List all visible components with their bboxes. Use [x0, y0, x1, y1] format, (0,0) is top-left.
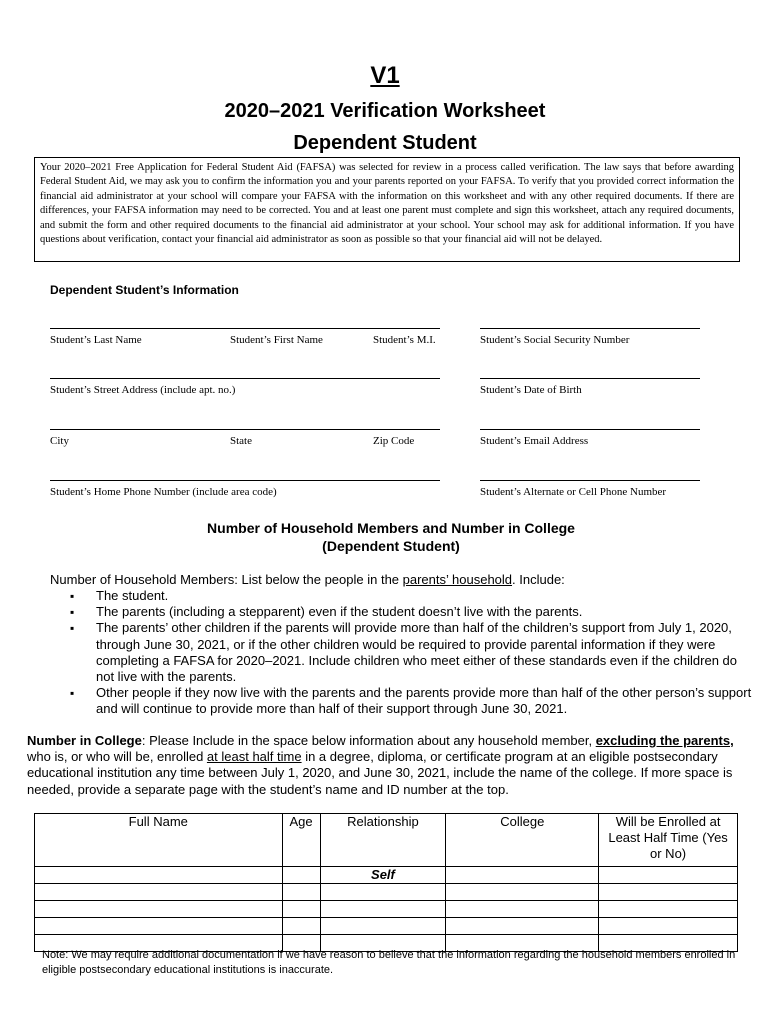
student-info-heading: Dependent Student’s Information: [50, 283, 239, 297]
home-phone-line[interactable]: [50, 480, 440, 481]
mi-label: Student’s M.I.: [373, 334, 436, 346]
cell-enrolled[interactable]: [599, 884, 738, 901]
table-row: [35, 884, 738, 901]
city-state-zip-line[interactable]: [50, 429, 440, 430]
cell-college[interactable]: [446, 884, 599, 901]
col-header-age: Age: [282, 814, 320, 867]
page-subtitle: Dependent Student: [293, 132, 477, 154]
table-row: [35, 918, 738, 935]
last-name-label: Student’s Last Name: [50, 334, 142, 346]
college-table: [34, 813, 738, 952]
cell-full-name[interactable]: [35, 884, 283, 901]
ssn-label: Student’s Social Security Number: [480, 334, 630, 346]
college-paragraph: Number in College: Please Include in the space below information about any household member, excluding the parents, who is, or who will be, enrolled at least half time in a degree, diploma, or certificate program at an eligible postsecondary educational institution any time between July 1, 2020, and June 30, 2021, include the name of the college. If more space is needed, provide a separate page with the student’s name and ID number at the top.: [27, 733, 734, 797]
alt-phone-line[interactable]: [480, 480, 700, 481]
cell-age[interactable]: [282, 867, 320, 884]
ssn-line[interactable]: [480, 328, 700, 329]
table-row: [35, 901, 738, 918]
cell-relationship[interactable]: [320, 918, 446, 935]
excluding-parents-text: excluding the parents,: [595, 733, 734, 748]
page-title: 2020–2021 Verification Worksheet: [224, 100, 546, 122]
email-label: Student’s Email Address: [480, 435, 589, 447]
cell-enrolled[interactable]: [599, 867, 738, 884]
col-header-college: College: [446, 814, 599, 867]
cell-relationship[interactable]: [320, 901, 446, 918]
address-line[interactable]: [50, 378, 440, 379]
email-line[interactable]: [480, 429, 700, 430]
table-row: [35, 867, 738, 884]
half-time-text: at least half time: [206, 749, 302, 765]
list-item: ▪ Other people if they now live with the parents and the parents provide more than half of the other person’s support and will continue to provide more than half of their support through June 30, 2021.: [50, 685, 755, 717]
parents-household-link: parents’ household: [402, 572, 513, 587]
alt-phone-label: Student’s Alternate or Cell Phone Number: [480, 486, 667, 498]
number-in-college-label: Number in College: [27, 733, 142, 748]
intro-box: Your 2020–2021 Free Application for Federal Student Aid (FAFSA) was selected for review in a process called verification. The law says that before awarding Federal Student Aid, we may ask you to confirm the information you and your parents reported on your FAFSA. To verify that you provided correct information the financial aid administrator at your school will compare your FAFSA with the information on this worksheet and with any other required documents. If there are differences, your FAFSA information may need to be corrected. You and at least one parent must complete and sign this worksheet, attach any required documents, and submit the form and other required documents to the financial aid administrator at your school. Your school may ask for additional information. If you have questions about verification, contact your financial aid administrator as soon as possible so that your financial aid will not be delayed.: [34, 157, 740, 262]
zip-label: Zip Code: [373, 435, 415, 447]
dob-label: Student’s Date of Birth: [480, 384, 582, 396]
state-label: State: [230, 435, 252, 447]
city-label: City: [50, 435, 69, 447]
list-item: ▪ The student.: [50, 588, 755, 604]
cell-enrolled[interactable]: [599, 918, 738, 935]
cell-college[interactable]: [446, 867, 599, 884]
cell-age[interactable]: [282, 884, 320, 901]
note-text: Note: We may require additional documentation if we have reason to believe that the information regarding the household members enrolled in eligible postsecondary educational institutions is inaccurate.: [42, 949, 736, 976]
col-header-full-name: Full Name: [35, 814, 283, 867]
name-line[interactable]: [50, 328, 440, 329]
household-subheading: (Dependent Student): [322, 538, 460, 554]
cell-age[interactable]: [282, 901, 320, 918]
cell-age[interactable]: [282, 918, 320, 935]
table-header-row: [35, 814, 738, 867]
cell-full-name[interactable]: [35, 901, 283, 918]
cell-college[interactable]: [446, 918, 599, 935]
dob-line[interactable]: [480, 378, 700, 379]
cell-relationship: Self: [320, 867, 446, 884]
cell-enrolled[interactable]: [599, 901, 738, 918]
address-label: Student’s Street Address (include apt. no.): [50, 384, 236, 396]
cell-full-name[interactable]: [35, 918, 283, 935]
household-bullets: [50, 588, 755, 718]
cell-full-name[interactable]: [35, 867, 283, 884]
first-name-label: Student’s First Name: [230, 334, 323, 346]
home-phone-label: Student’s Home Phone Number (include area code): [50, 486, 277, 498]
household-heading: Number of Household Members and Number in College: [207, 520, 575, 536]
col-header-enrolled: Will be Enrolled at Least Half Time (Yes or No): [599, 814, 738, 867]
cell-college[interactable]: [446, 901, 599, 918]
col-header-relationship: Relationship: [320, 814, 446, 867]
list-item: ▪ The parents (including a stepparent) even if the student doesn’t live with the parents.: [50, 604, 755, 620]
cell-relationship[interactable]: [320, 884, 446, 901]
household-intro: Number of Household Members: List below the people in the parents’ household. Include:: [50, 572, 565, 587]
list-item: ▪ The parents’ other children if the parents will provide more than half of the children’s support from July 1, 2020, through June 30, 2021, or if the other children would be required to provide parental information if they were completing a FAFSA for 2020–2021. Include children who meet either of these standards even if the children do not live with the parents.: [50, 620, 755, 685]
version-label: V1: [370, 62, 400, 89]
